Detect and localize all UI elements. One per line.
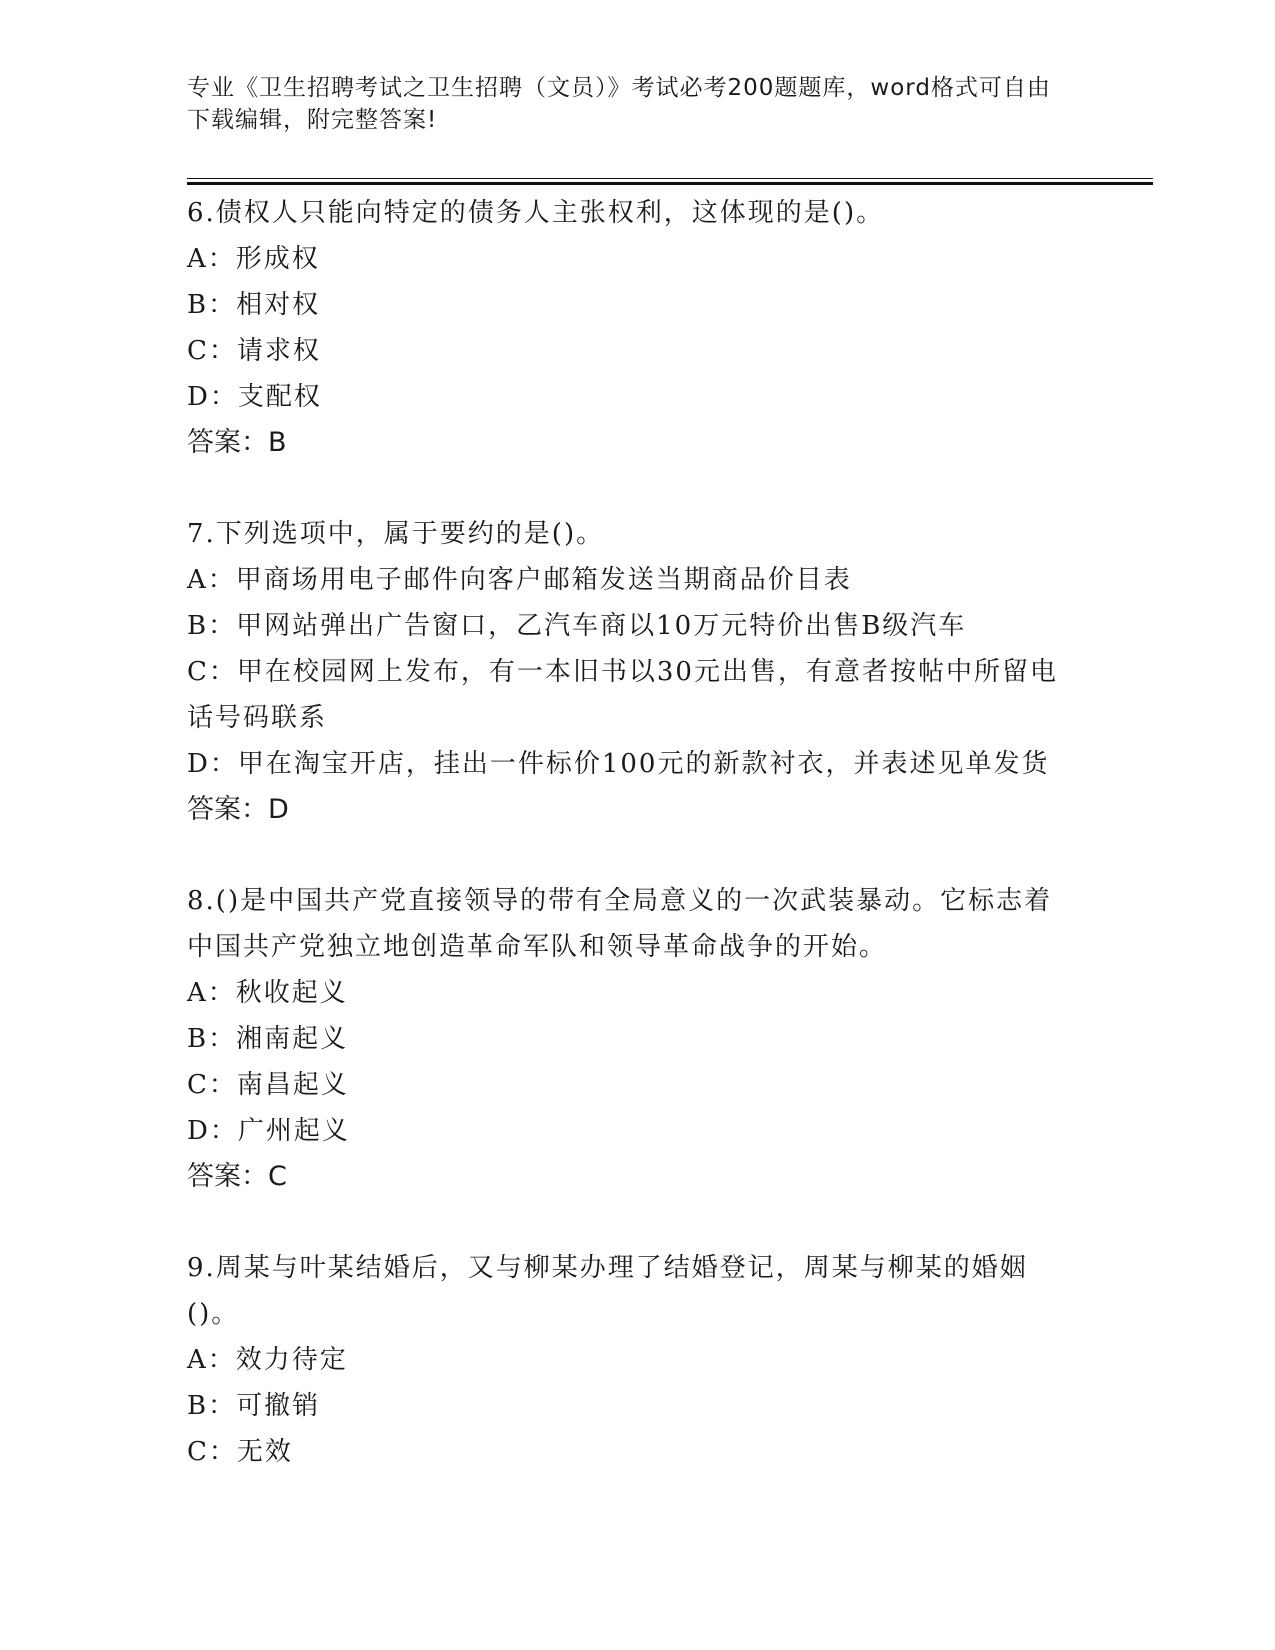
- option-d: D：甲在淘宝开店，挂出一件标价100元的新款衬衣，并表述见单发货: [187, 749, 1050, 779]
- option-b: B：相对权: [187, 290, 321, 320]
- option-b: B：湘南起义: [187, 1024, 349, 1054]
- option-c: C：南昌起义: [187, 1070, 349, 1100]
- option-c: C：无效: [187, 1437, 293, 1467]
- question-9: [187, 1245, 1077, 1475]
- option-d: D：广州起义: [187, 1116, 350, 1146]
- question-stem: 7.下列选项中，属于要约的是()。: [187, 519, 605, 549]
- option-a: A：秋收起义: [187, 978, 348, 1008]
- question-stem: 9.周某与叶某结婚后，又与柳某办理了结婚登记，周某与柳某的婚姻()。: [187, 1253, 1028, 1329]
- question-8: [187, 878, 1077, 1200]
- option-a: A：形成权: [187, 244, 320, 274]
- document-header: 专业《卫生招聘考试之卫生招聘（文员）》考试必考200题题库，word格式可自由下载编辑，附完整答案!: [187, 75, 1051, 133]
- question-6: [187, 190, 1077, 466]
- question-stem: 6.债权人只能向特定的债务人主张权利，这体现的是()。: [187, 198, 885, 228]
- option-a: A：效力待定: [187, 1345, 348, 1375]
- answer-line: 答案：B: [187, 427, 287, 458]
- question-spacer: [187, 833, 1077, 878]
- header-divider-thin: [187, 178, 1153, 179]
- option-b: B：可撤销: [187, 1391, 321, 1421]
- header-divider-thick: [187, 182, 1153, 185]
- question-list: [187, 190, 1077, 1475]
- option-d: D：支配权: [187, 382, 322, 412]
- option-c: C：请求权: [187, 336, 321, 366]
- question-7: [187, 511, 1077, 833]
- option-c: C：甲在校园网上发布，有一本旧书以30元出售，有意者按帖中所留电话号码联系: [187, 657, 1058, 733]
- option-b: B：甲网站弹出广告窗口，乙汽车商以10万元特价出售B级汽车: [187, 611, 967, 641]
- question-stem: 8.()是中国共产党直接领导的带有全局意义的一次武装暴动。它标志着中国共产党独立地创造革命军队和领导革命战争的开始。: [187, 886, 1053, 962]
- question-spacer: [187, 466, 1077, 511]
- question-spacer: [187, 1200, 1077, 1245]
- answer-line: 答案：C: [187, 1161, 287, 1192]
- answer-line: 答案：D: [187, 794, 289, 825]
- option-a: A：甲商场用电子邮件向客户邮箱发送当期商品价目表: [187, 565, 852, 595]
